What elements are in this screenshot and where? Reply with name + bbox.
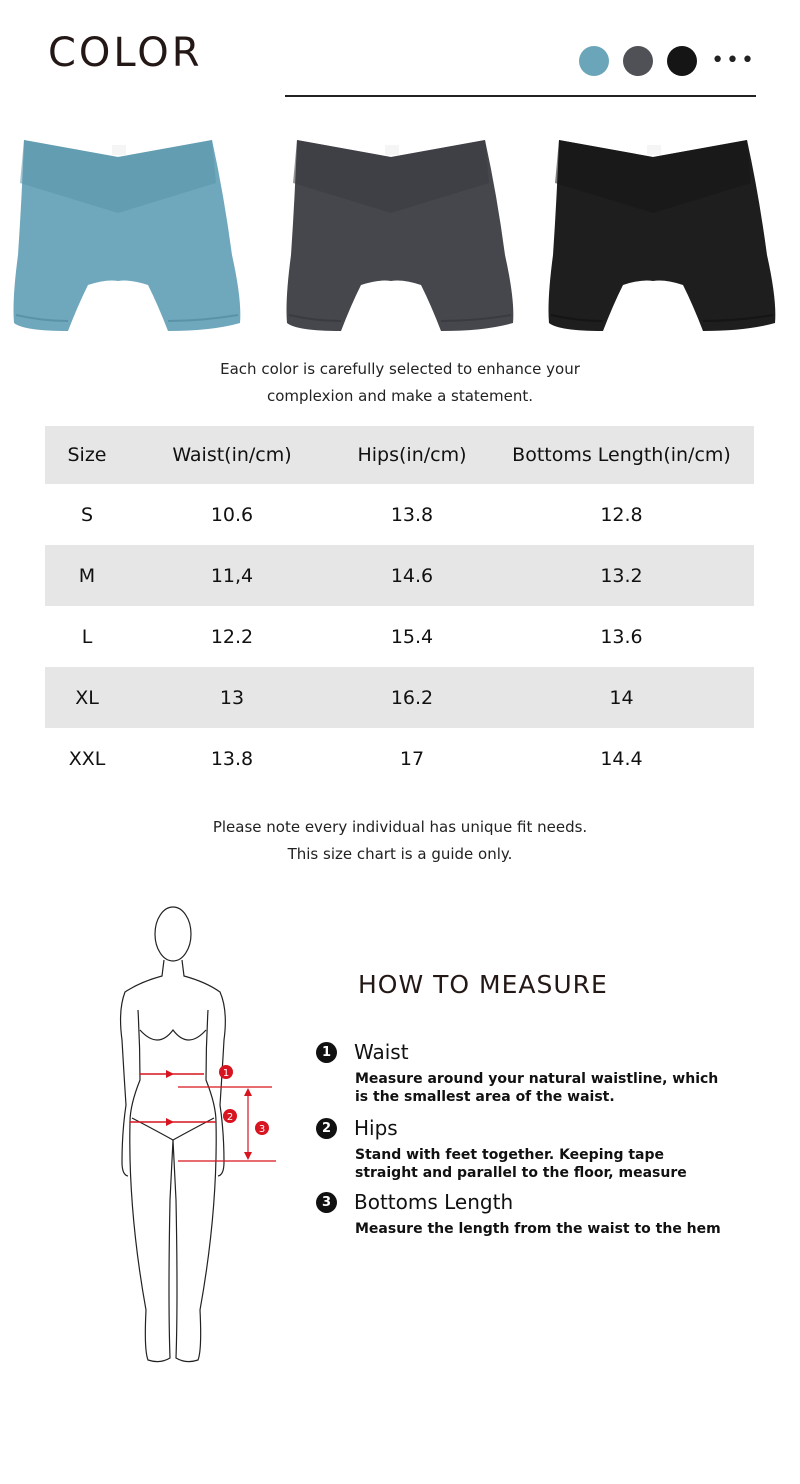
title-divider [285,95,756,97]
marker-2-icon [223,1109,237,1123]
cell-size: XL [45,667,129,728]
cell-waist: 13 [129,667,335,728]
cell-waist: 12.2 [210,625,254,648]
header-bottoms-length: Bottoms Length(in/cm) [489,426,754,484]
header-hips: Hips(in/cm) [335,426,489,484]
marker-1-label: 1 [222,1068,230,1079]
color-swatches [579,46,756,76]
marker-1-icon [219,1065,233,1079]
more-colors-icon[interactable]: ••• [711,48,756,73]
cell-size: M [45,545,129,606]
gray-swatch[interactable] [623,46,653,76]
table-row [45,667,754,728]
marker-3-icon [255,1121,269,1135]
step-2-title: Hips [354,1116,398,1140]
marker-3-label: 3 [258,1124,266,1135]
cell-length: 12.8 [600,503,643,526]
cell-length: 13.2 [489,545,754,606]
step-2-desc-line: straight and parallel to the floor, measure [355,1165,687,1181]
cell-size: XXL [68,747,106,770]
table-row [45,484,754,545]
table-row [45,728,754,789]
gray-shorts-image [287,140,514,331]
cell-size: L [81,625,93,648]
how-to-measure-title: HOW TO MEASURE [358,970,608,999]
cell-waist: 10.6 [210,503,254,526]
fit-note-line-2: This size chart is a guide only. [287,845,513,863]
blue-swatch[interactable] [579,46,609,76]
cell-hips: 14.6 [335,545,489,606]
cell-size: S [80,503,94,526]
color-caption-line-1: Each color is carefully selected to enhance your [220,360,580,378]
cell-waist: 13.8 [210,747,254,770]
step-2-description [355,1146,735,1182]
step-3-icon: 3 [316,1192,337,1213]
table-row [45,545,754,606]
blue-shorts-image [14,140,241,331]
body-measurement-figure [100,900,290,1370]
measure-lines [130,1070,276,1161]
marker-2-label: 2 [226,1112,234,1123]
step-1-desc-line: Measure around your natural waistline, which [355,1071,719,1087]
step-1-desc-line: is the smallest area of the waist. [355,1089,615,1105]
header-size: Size [45,426,129,484]
page-title: COLOR [48,30,203,76]
cell-hips: 13.8 [390,503,434,526]
step-3-title: Bottoms Length [354,1190,514,1214]
fit-note [0,814,800,868]
cell-hips: 17 [399,747,425,770]
black-shorts-image [549,140,776,331]
cell-length: 14.4 [600,747,643,770]
body-outline [121,907,226,1362]
cell-hips: 15.4 [390,625,434,648]
header-waist: Waist(in/cm) [129,426,335,484]
table-row [45,606,754,667]
step-1-icon: 1 [316,1042,337,1063]
step-2-desc-line: Stand with feet together. Keeping tape [355,1147,665,1163]
step-3-desc-line: Measure the length from the waist to the hem [355,1221,721,1237]
color-caption [0,356,800,410]
cell-length: 14 [489,667,754,728]
size-chart-table [45,426,754,789]
product-images [0,135,800,345]
cell-waist: 11,4 [129,545,335,606]
cell-hips: 16.2 [335,667,489,728]
step-1-title: Waist [354,1040,409,1064]
color-caption-line-2: complexion and make a statement. [266,387,534,405]
step-1-description [355,1070,735,1106]
fit-note-line-1: Please note every individual has unique fit needs. [212,818,588,836]
step-2-icon: 2 [316,1118,337,1139]
step-3-description [355,1220,735,1238]
cell-length: 13.6 [600,625,643,648]
table-header-row [45,426,754,484]
black-swatch[interactable] [667,46,697,76]
